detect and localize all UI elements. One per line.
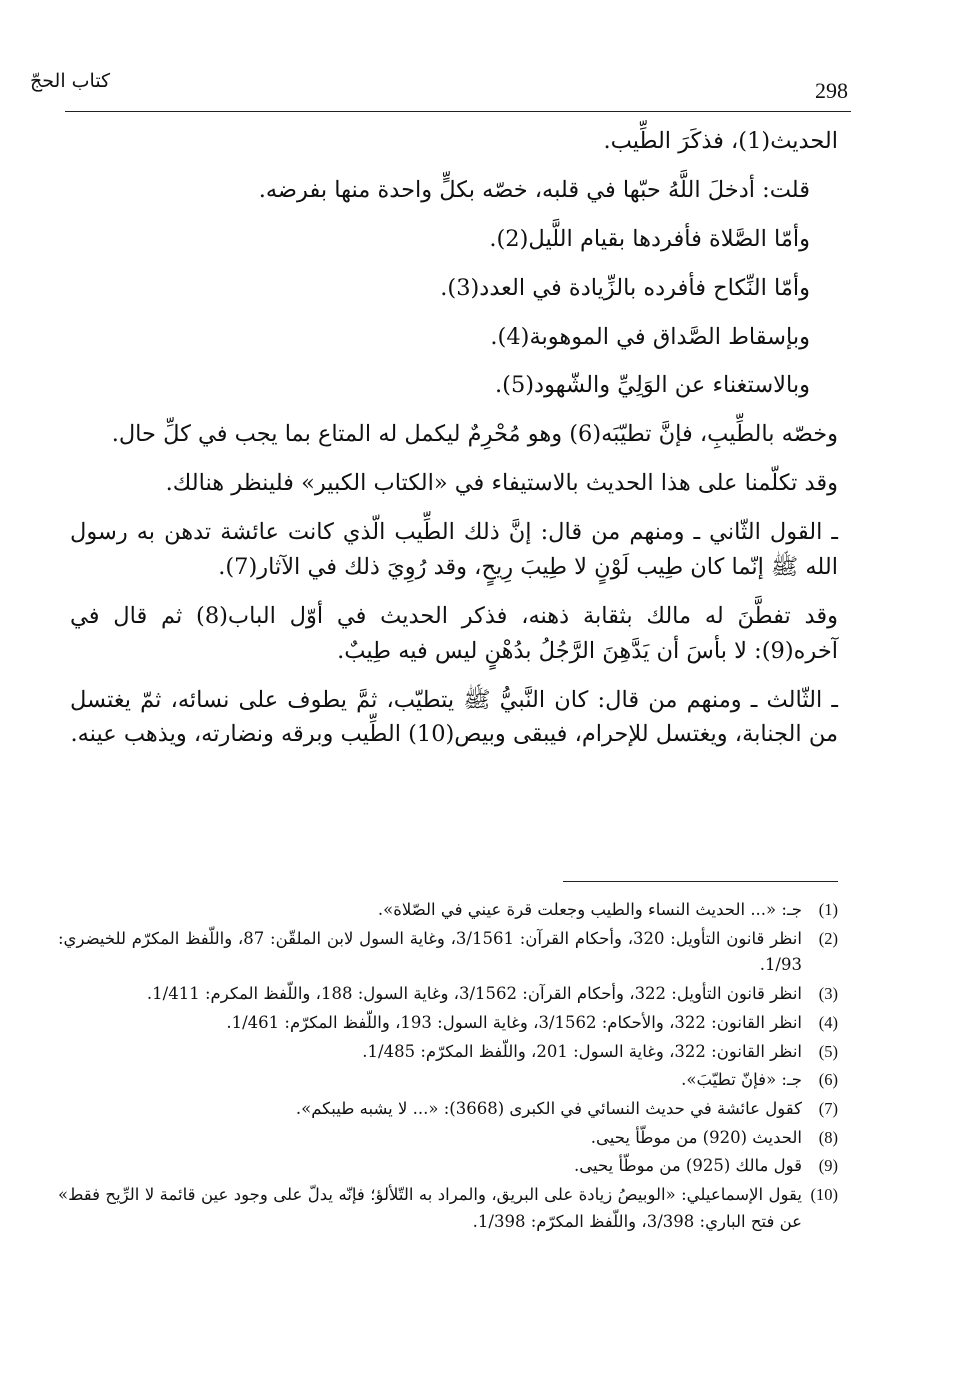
paragraph-7: وخصّه بالطِّيبِ، فإنَّ تطيّبَه(6) وهو مُحْرِمٌ ليكمل له المتاع بما يجب في كلِّ حال. xyxy=(111,421,838,448)
footnote-text: الحديث (920) من موطّأ يحيى. xyxy=(590,1127,802,1147)
footnote xyxy=(58,1067,838,1094)
paragraph-1: الحديث(1)، فذكَرَ الطِّيب. xyxy=(603,128,838,154)
paragraph-8: وقد تكلّمنا على هذا الحديث بالاستيفاء في «الكتاب الكبير» فلينظر هنالك. xyxy=(165,470,838,497)
footnote-text: كقول عائشة في حديث النسائي في الكبرى (3668): «... لا يشبه طيبكم». xyxy=(295,1099,802,1119)
paragraph-9: ـ القول الثّاني ـ ومنهم من قال: إنَّ ذلك الطِّيب الّذي كانت عائشة تدهن به رسول الله ﷺ إنّما كان طِيب لَوْنٍ لا طِيبَ رِيحٍ، وقد رُوِيَ ذلك في الآثار(7). xyxy=(70,519,838,580)
footnote-text: انظر القانون: 322، وغاية السول: 201، واللّفظ المكرّم: 1/485. xyxy=(362,1041,802,1061)
footnotes xyxy=(58,897,838,1238)
footnote-text: جـ: «... الحديث النساء والطيب وجعلت قرة عيني في الصّلاة». xyxy=(377,900,802,919)
footnote-number: (3) xyxy=(818,984,838,1004)
main-text xyxy=(70,124,838,766)
footnote xyxy=(58,1096,838,1123)
footnote xyxy=(58,1182,838,1235)
footnote-number: (7) xyxy=(818,1099,838,1119)
footnote xyxy=(58,1153,838,1180)
footnote-separator xyxy=(563,881,838,882)
paragraph-4: وأمّا النِّكاح فأفرده بالزِّيادة في العدد(3). xyxy=(440,274,810,301)
footnote-text: قول مالك (925) من موطّأ يحيى. xyxy=(574,1156,802,1176)
footnote xyxy=(58,1010,838,1037)
footnote-text: انظر قانون التأويل: 322، وأحكام القرآن: 3/1562، وغاية السول: 188، واللّفظ المكرم: 1/411. xyxy=(146,984,802,1004)
footnote xyxy=(58,897,838,924)
header-rule xyxy=(65,111,851,112)
footnote-text: يقول الإسماعيلي: «الوبيصُ زيادة على البريق، والمراد به التّلألؤ؛ فإنّه يدلّ على وجود عين قائمة لا الرِّيح فقط» عن فتح الباري: 3/398، واللّفظ المكرّم: 1/398. xyxy=(58,1185,802,1231)
footnote-number: (10) xyxy=(810,1185,838,1205)
paragraph-10: وقد تفطَّنَ له مالك بثقابة ذهنه، فذكر الحديث في أوّل الباب(8) ثم قال في آخره(9): لا بأسَ أن يَدَّهِنَ الرَّجُلُ بدُهْنٍ ليس فيه طِيبٌ. xyxy=(70,602,838,664)
running-header-title: كتاب الحجّ xyxy=(30,70,111,92)
footnote-text: انظر قانون التأويل: 320، وأحكام القرآن: 3/1561، وغاية السول لابن الملقّن: 87، واللّفظ المكرّم للخيضري: 1/93. xyxy=(58,928,802,975)
footnote-number: (5) xyxy=(818,1041,838,1061)
paragraph-3: وأمّا الصَّلاة فأفردها بقيام اللَّيل(2). xyxy=(489,225,810,252)
footnote-number: (4) xyxy=(818,1012,838,1032)
footnote-number: (6) xyxy=(818,1070,838,1090)
footnote-text: جـ: «فإنّ تطيّبَ». xyxy=(681,1070,802,1090)
footnote-number: (8) xyxy=(818,1127,838,1147)
footnote xyxy=(58,926,838,979)
footnote-number: (2) xyxy=(818,928,838,948)
page-number: 298 xyxy=(815,78,848,103)
footnote xyxy=(58,981,838,1008)
paragraph-2: قلت: أدخلَ اللَّهُ حبّها في قلبه، خصّه بكلٍّ واحدة منها بفرضه. xyxy=(258,176,810,203)
footnote xyxy=(58,1125,838,1152)
paragraph-6: وبالاستغناء عن الوَلِيِّ والشّهود(5). xyxy=(495,372,810,399)
footnote-number: (9) xyxy=(818,1156,838,1176)
paragraph-5: وبإسقاط الصَّداق في الموهوبة(4). xyxy=(490,323,810,350)
footnote-number: (1) xyxy=(818,900,838,919)
footnote xyxy=(58,1039,838,1066)
footnote-text: انظر القانون: 322، والأحكام: 3/1562، وغاية السول: 193، واللّفظ المكرّم: 1/461. xyxy=(226,1012,802,1032)
paragraph-11: ـ الثّالث ـ ومنهم من قال: كان النَّبيُّ ﷺ يتطيّب، ثمَّ يطوف على نسائه، ثمّ يغتسل من الجنابة، ويغتسل للإحرام، فيبقى وبيص(10) الطِّيب وبرقه ونضارته، ويذهب عينه. xyxy=(70,686,838,748)
